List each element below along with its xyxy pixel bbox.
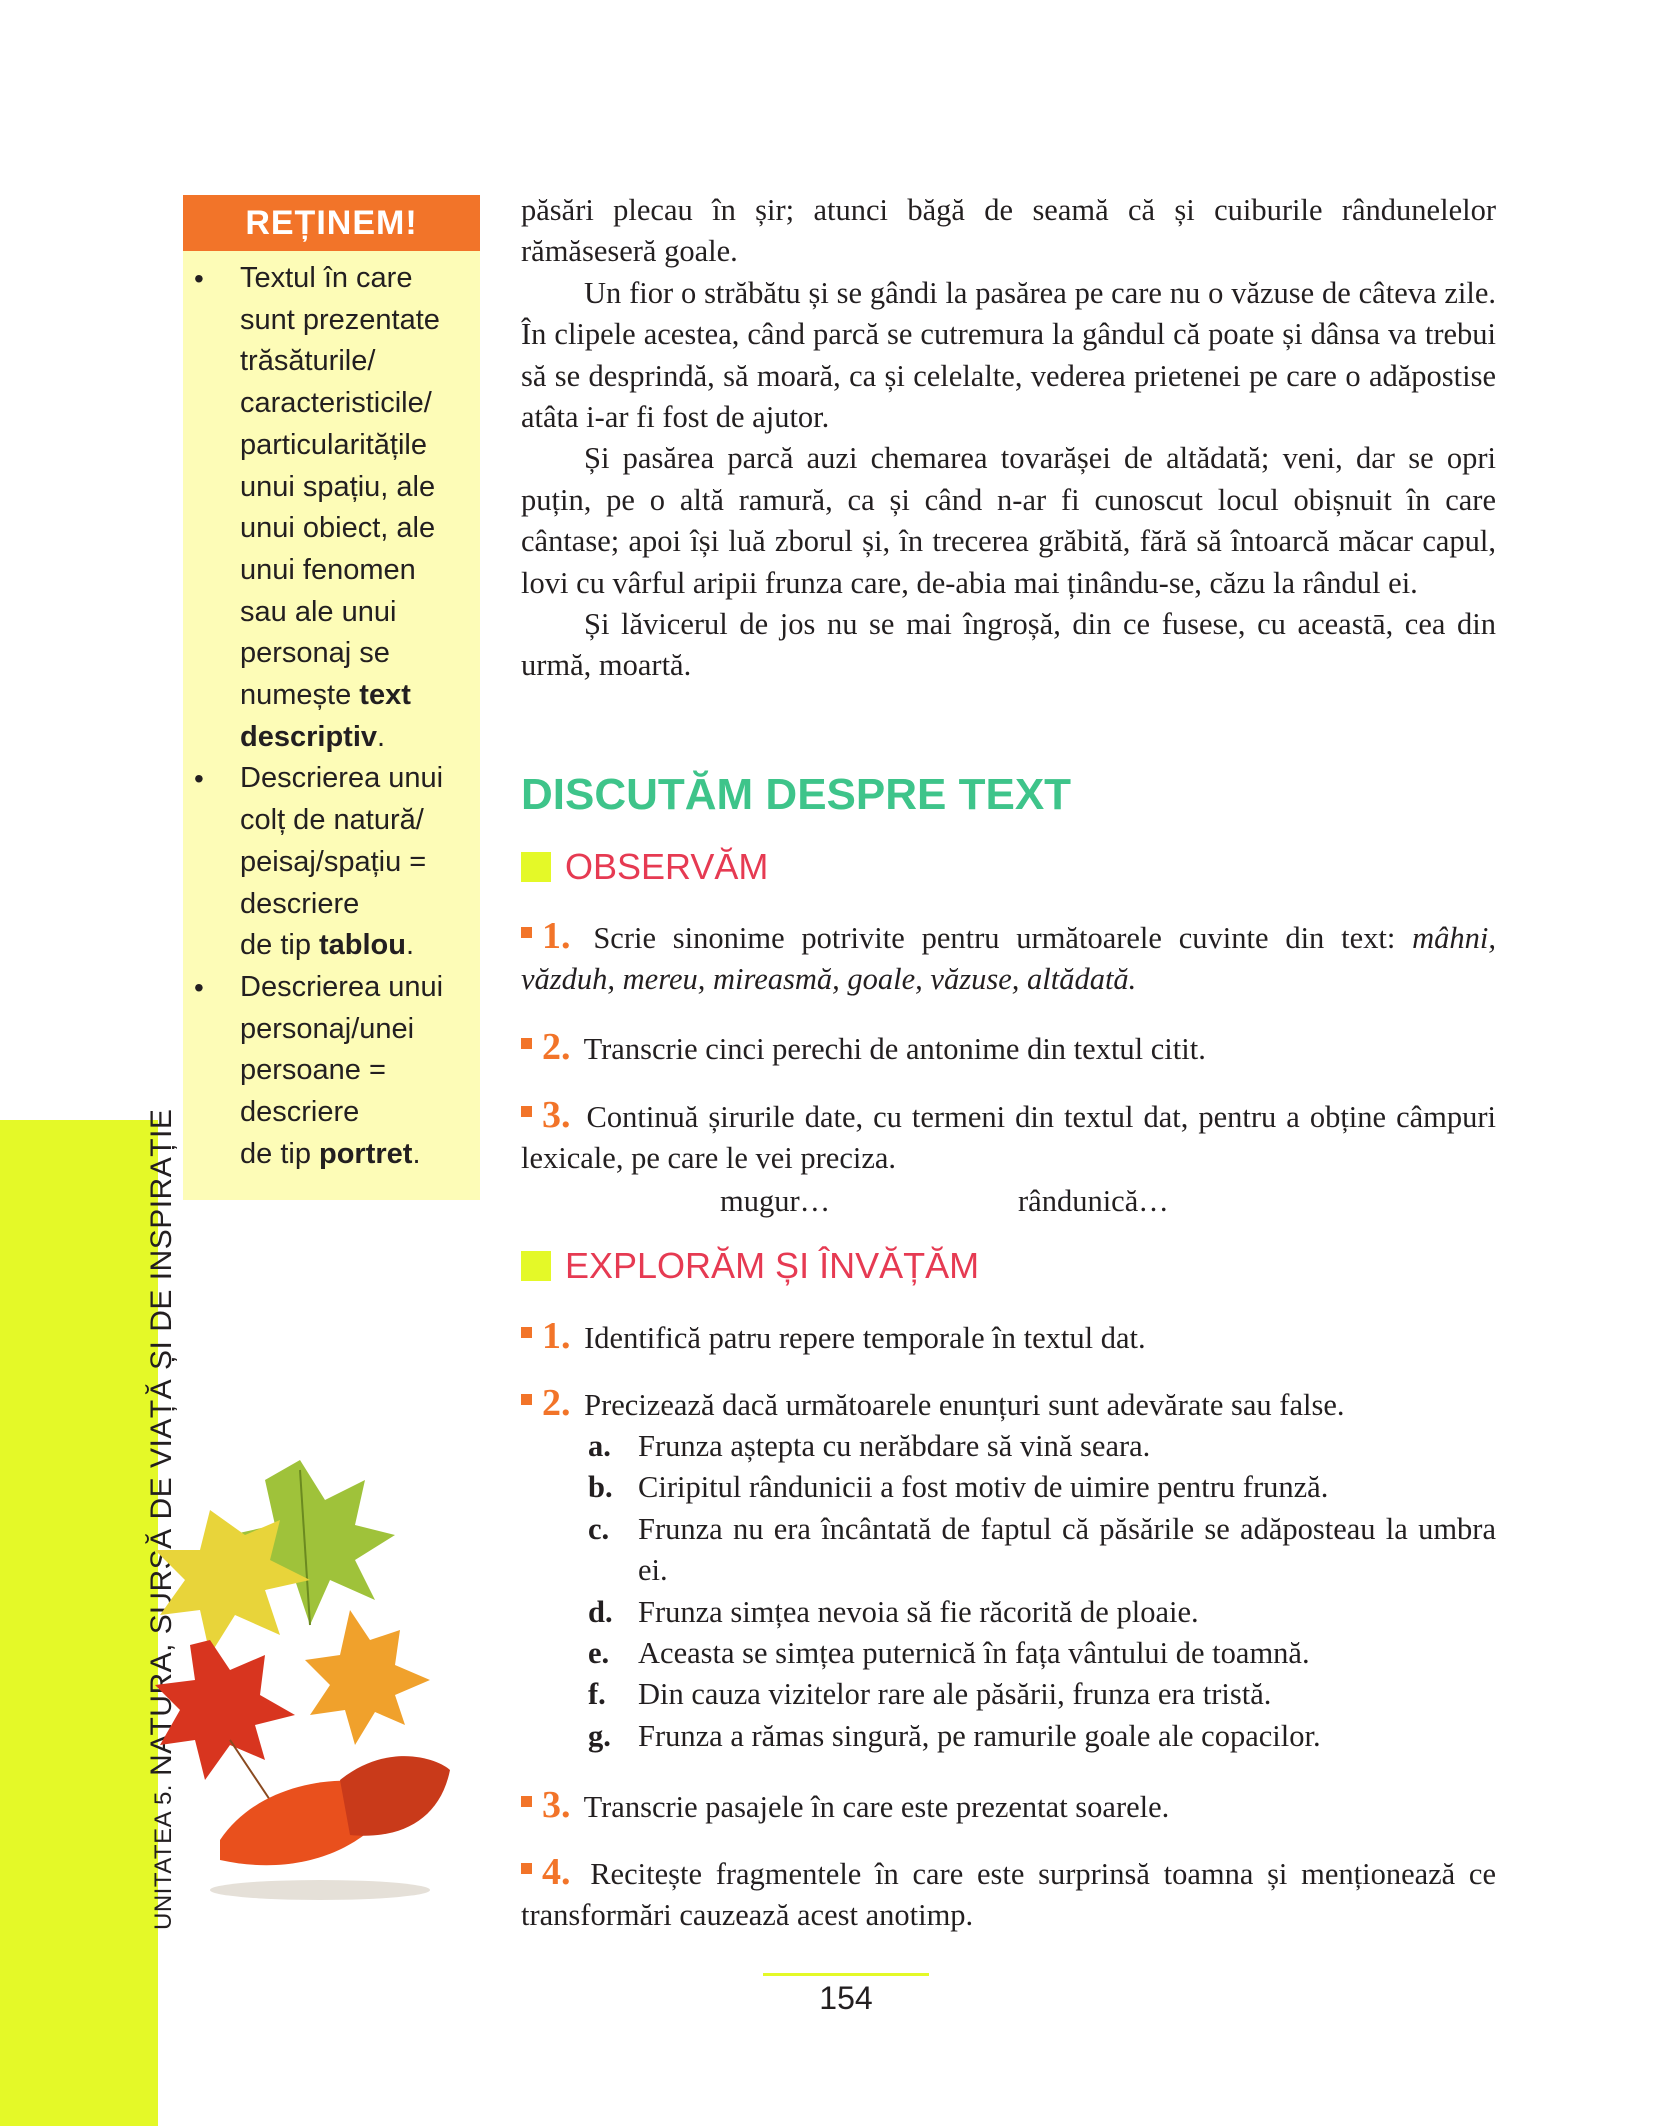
list-item: g. Frunza a rămas singură, pe ramurile goale ale copacilor. <box>588 1718 1321 1753</box>
bullet-icon: • <box>194 763 204 795</box>
lexical-seed-2: rândunică… <box>1018 1184 1169 1218</box>
term-tablou: tablou <box>319 929 406 962</box>
section-title: DISCUTĂM DESPRE TEXT <box>521 770 1072 819</box>
bullet-icon: • <box>194 971 204 1003</box>
square-icon <box>521 1251 551 1281</box>
story-paragraph: Și pasărea parcă auzi chemarea tovarășei de altădată; veni, dar se opri puțin, pe o altă ramură, ca și când n-ar fi cunoscut locul obișnuit în care cântase; apoi își luă zborul și, în trecerea grăbită, fără să întoarcă măcar capul, lovi cu vârful aripii frunza care, de-abia mai ținându-se, căzu la rândul ei. <box>521 441 1496 600</box>
fallen-leaf-icon <box>210 1756 450 1900</box>
bullet-icon: • <box>194 263 204 294</box>
subsection-exploram: EXPLORĂM ȘI ÎNVĂȚĂM <box>521 1245 979 1287</box>
retinem-item: • Textul în care sunt prezentate trăsăturile/ caracteristicile/ particularitățile unui spațiu, ale unui obiect, ale unui fenomen sau ale unui personaj se numește text descriptiv. <box>183 258 480 758</box>
exercise-exp-4: 4. Recitește fragmentele în care este surprinsă toamna și menționează ce transformări cauzează acest anotimp. <box>521 1851 1497 1933</box>
list-item: c. Frunza nu era încântată de faptul că păsările se adăposteau la umbra ei. <box>588 1511 1496 1588</box>
exercise-exp-1: 1. Identifică patru repere temporale în textul dat. <box>521 1316 1496 1359</box>
orange-square-icon <box>521 927 532 938</box>
story-text <box>521 190 1496 687</box>
orange-square-icon <box>521 1394 532 1405</box>
page-number-rule <box>763 1973 929 1976</box>
term-portret: portret <box>319 1137 413 1170</box>
orange-square-icon <box>521 1863 532 1874</box>
orange-square-icon <box>521 1796 532 1807</box>
lexical-seed-1: mugur… <box>720 1184 831 1218</box>
retinem-list <box>183 258 480 1175</box>
autumn-leaves-illustration <box>150 1440 490 1910</box>
story-paragraph: păsări plecau în șir; atunci băgă de seamă că și cuiburile rândunelelor rămăseseră goale. <box>521 193 1496 269</box>
exercise-exp-3: 3. Transcrie pasajele în care este prezentat soarele. <box>521 1785 1496 1828</box>
story-paragraph: Și lăvicerul de jos nu se mai îngroșă, din ce fusese, cu aceastā, cea din urmă, moartă. <box>521 607 1496 683</box>
exercise-obs-3: 3. Continuă șirurile date, cu termeni din textul dat, pentru a obține câmpuri lexicale, pe care le vei preciza. <box>521 1094 1496 1176</box>
subsection-observam: OBSERVĂM <box>521 846 768 888</box>
orange-square-icon <box>521 1106 532 1117</box>
word-list: mâhni, văzduh, mereu, mireasmă, goale, văzuse, altădată. <box>521 921 1497 997</box>
list-item: e. Aceasta se simțea puternică în fața vântului de toamnă. <box>588 1636 1310 1671</box>
list-item: b. Ciripitul rândunicii a fost motiv de uimire pentru frunză. <box>588 1470 1329 1505</box>
retinem-title: REȚINEM! <box>183 195 480 251</box>
unit-number: UNITATEA 5. <box>150 1784 177 1930</box>
orange-square-icon <box>521 1327 532 1338</box>
list-item: d. Frunza simțea nevoia să fie răcorită de ploaie. <box>588 1594 1199 1629</box>
story-paragraph: Un fior o străbătu și se gândi la pasărea pe care nu o văzuse de câteva zile. În clipele acestea, când parcă se cutremura la gândul că poate și dânsa va trebui să se desprindă, să moară, ca și celelalte, vederea prietenei pe care o adăpostise atâta i-ar fi fost de ajutor. <box>521 275 1496 435</box>
red-leaf-icon <box>155 1640 295 1800</box>
retinem-item: • Descrierea unui personaj/unei persoane = descriere de tip portret. <box>183 967 480 1176</box>
side-bar <box>0 1120 158 2126</box>
exercise-exp-2: 2. Precizează dacă următoarele enunțuri sunt adevărate sau false. <box>521 1383 1496 1426</box>
exercise-obs-2: 2. Transcrie cinci perechi de antonime din textul citit. <box>521 1027 1496 1070</box>
square-icon <box>521 852 551 882</box>
exercise-obs-1: 1. Scrie sinonime potrivite pentru următoarele cuvinte din text: mâhni, văzduh, mereu, mireasmă, goale, văzuse, altădată. <box>521 915 1497 997</box>
list-item: f. Din cauza vizitelor rare ale păsării, frunza era tristă. <box>588 1677 1272 1712</box>
retinem-item: • Descrierea unui colț de natură/ peisaj/spațiu = descriere de tip tablou. <box>183 758 480 967</box>
list-item: a. Frunza aștepta cu nerăbdare să vină seara. <box>588 1429 1151 1463</box>
page-number: 154 <box>819 1980 873 2016</box>
unit-theme: NATURA, SURSĂ DE VIAȚĂ ȘI DE INSPIRAȚIE <box>145 1108 178 1776</box>
orange-square-icon <box>521 1038 532 1049</box>
term-text-descriptiv: text descriptiv <box>240 679 411 753</box>
retinem-box <box>183 195 480 1200</box>
true-false-list <box>588 1426 1496 1757</box>
orange-leaf-icon <box>305 1610 430 1745</box>
